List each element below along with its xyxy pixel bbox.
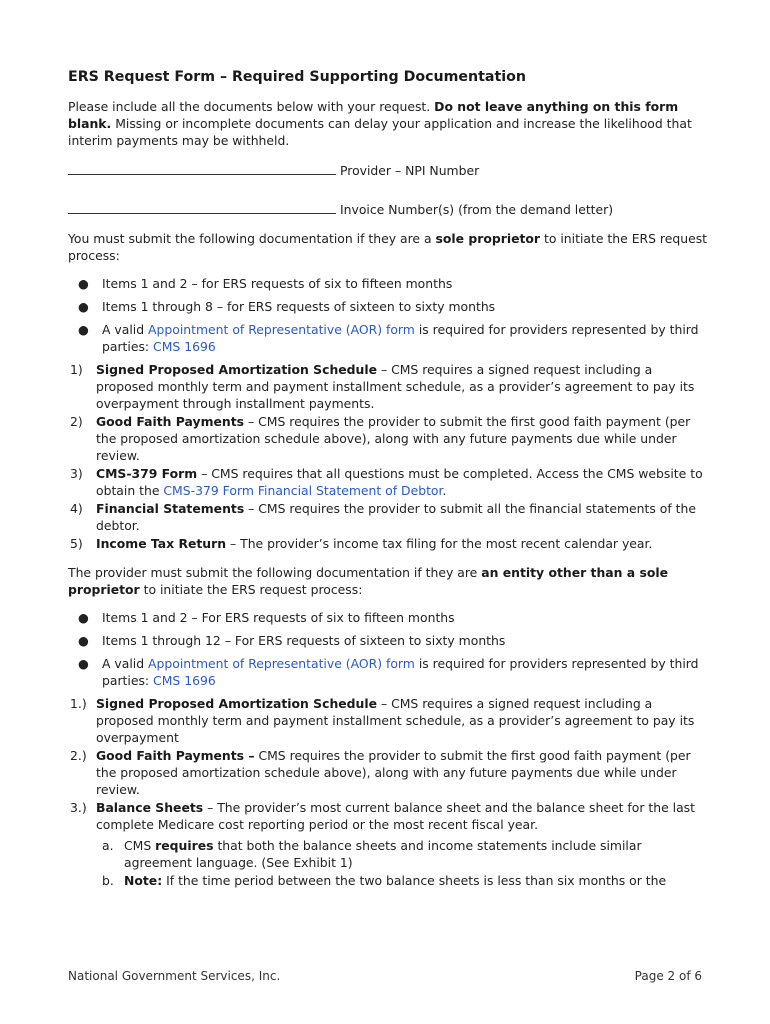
list-item: ● A valid Appointment of Representative (AOR) form is required for providers represented by third parties: CMS 1696 [78,656,699,688]
cms-1696-link[interactable]: CMS 1696 [153,673,216,688]
aor-form-link[interactable]: Appointment of Representative (AOR) form [148,656,415,671]
list-item: 5) Income Tax Return – The provider’s income tax filing for the most recent calendar year. [70,536,653,551]
list-item: ● Items 1 and 2 – for ERS requests of six to fifteen months [78,276,453,291]
sole-numbered-list [68,361,708,552]
sole-bullet-list [68,275,708,355]
list-item: ● A valid Appointment of Representative (AOR) form is required for providers represented by third parties: CMS 1696 [78,322,699,354]
bullet-icon: ● [78,299,89,314]
cms-1696-link[interactable]: CMS 1696 [153,339,216,354]
npi-blank-line[interactable] [68,164,336,175]
bullet-icon: ● [78,656,89,671]
list-item: 1) Signed Proposed Amortization Schedule – CMS requires a signed request including a proposed monthly term and payment installment schedule, as a provider’s agreement to pay its overpayment through installment payments. [70,362,695,411]
list-item: 2.) Good Faith Payments – CMS requires the provider to submit the first good faith payment (per the proposed amortization schedule above), along with any future payments due while under review. [70,748,691,797]
list-item: 3) CMS-379 Form – CMS requires that all questions must be completed. Access the CMS website to obtain the CMS-379 Form Financial Statement of Debtor. [70,466,703,498]
list-item: b. Note: If the time period between the two balance sheets is less than six months or the [102,873,667,888]
invoice-number-field[interactable] [68,201,708,218]
npi-label: Provider – NPI Number [340,163,480,178]
cms-379-form-link[interactable]: CMS-379 Form Financial Statement of Debtor [163,483,443,498]
entity-numbered-list [68,695,708,889]
npi-number-field[interactable] [68,162,708,179]
bullet-icon: ● [78,633,89,648]
list-item: ● Items 1 through 8 – for ERS requests of sixteen to sixty months [78,299,496,314]
page-title: ERS Request Form – Required Supporting Documentation [68,69,526,85]
balance-sheet-sublist [96,837,708,889]
list-item: 1.) Signed Proposed Amortization Schedule – CMS requires a signed request including a proposed monthly term and payment installment schedule, as a provider’s agreement to pay its overpayment [70,696,695,745]
list-item: 2) Good Faith Payments – CMS requires the provider to submit the first good faith payment (per the proposed amortization schedule above), along with any future payments due while under review. [70,414,691,463]
bullet-icon: ● [78,610,89,625]
list-item: 3.) Balance Sheets – The provider’s most current balance sheet and the balance sheet for the last complete Medicare cost reporting period or the most recent fiscal year. a. CMS requires that both the balance sheets and income statements include similar agreement language. (See Exhibit 1) b. Note: If the time period between the two balance sheets is less than six months or the [68,799,708,889]
bullet-icon: ● [78,322,89,337]
bullet-icon: ● [78,276,89,291]
intro-paragraph: Please include all the documents below with your request. Do not leave anything on this form blank. Missing or incomplete documents can delay your application and increase the likelihood that interim payments may be withheld. [68,99,692,148]
document-page [68,66,708,901]
page-number: Page 2 of 6 [634,969,702,983]
invoice-blank-line[interactable] [68,203,336,214]
page-footer [68,968,702,985]
list-item: 4) Financial Statements – CMS requires the provider to submit all the financial statements of the debtor. [70,501,696,533]
aor-form-link[interactable]: Appointment of Representative (AOR) form [148,322,415,337]
entity-bullet-list [68,609,708,689]
list-item: ● Items 1 through 12 – For ERS requests of sixteen to sixty months [78,633,506,648]
list-item: ● Items 1 and 2 – For ERS requests of six to fifteen months [78,610,455,625]
list-item: a. CMS requires that both the balance sheets and income statements include similar agreement language. (See Exhibit 1) [102,838,642,870]
entity-lead: The provider must submit the following documentation if they are an entity other than a sole proprietor to initiate the ERS request process: [68,565,668,597]
invoice-label: Invoice Number(s) (from the demand letter) [340,202,614,217]
sole-proprietor-lead: You must submit the following documentation if they are a sole proprietor to initiate the ERS request process: [68,231,708,263]
intro-emphasis: Do not leave anything on this form blank. [68,99,679,131]
footer-company: National Government Services, Inc. [68,969,281,983]
